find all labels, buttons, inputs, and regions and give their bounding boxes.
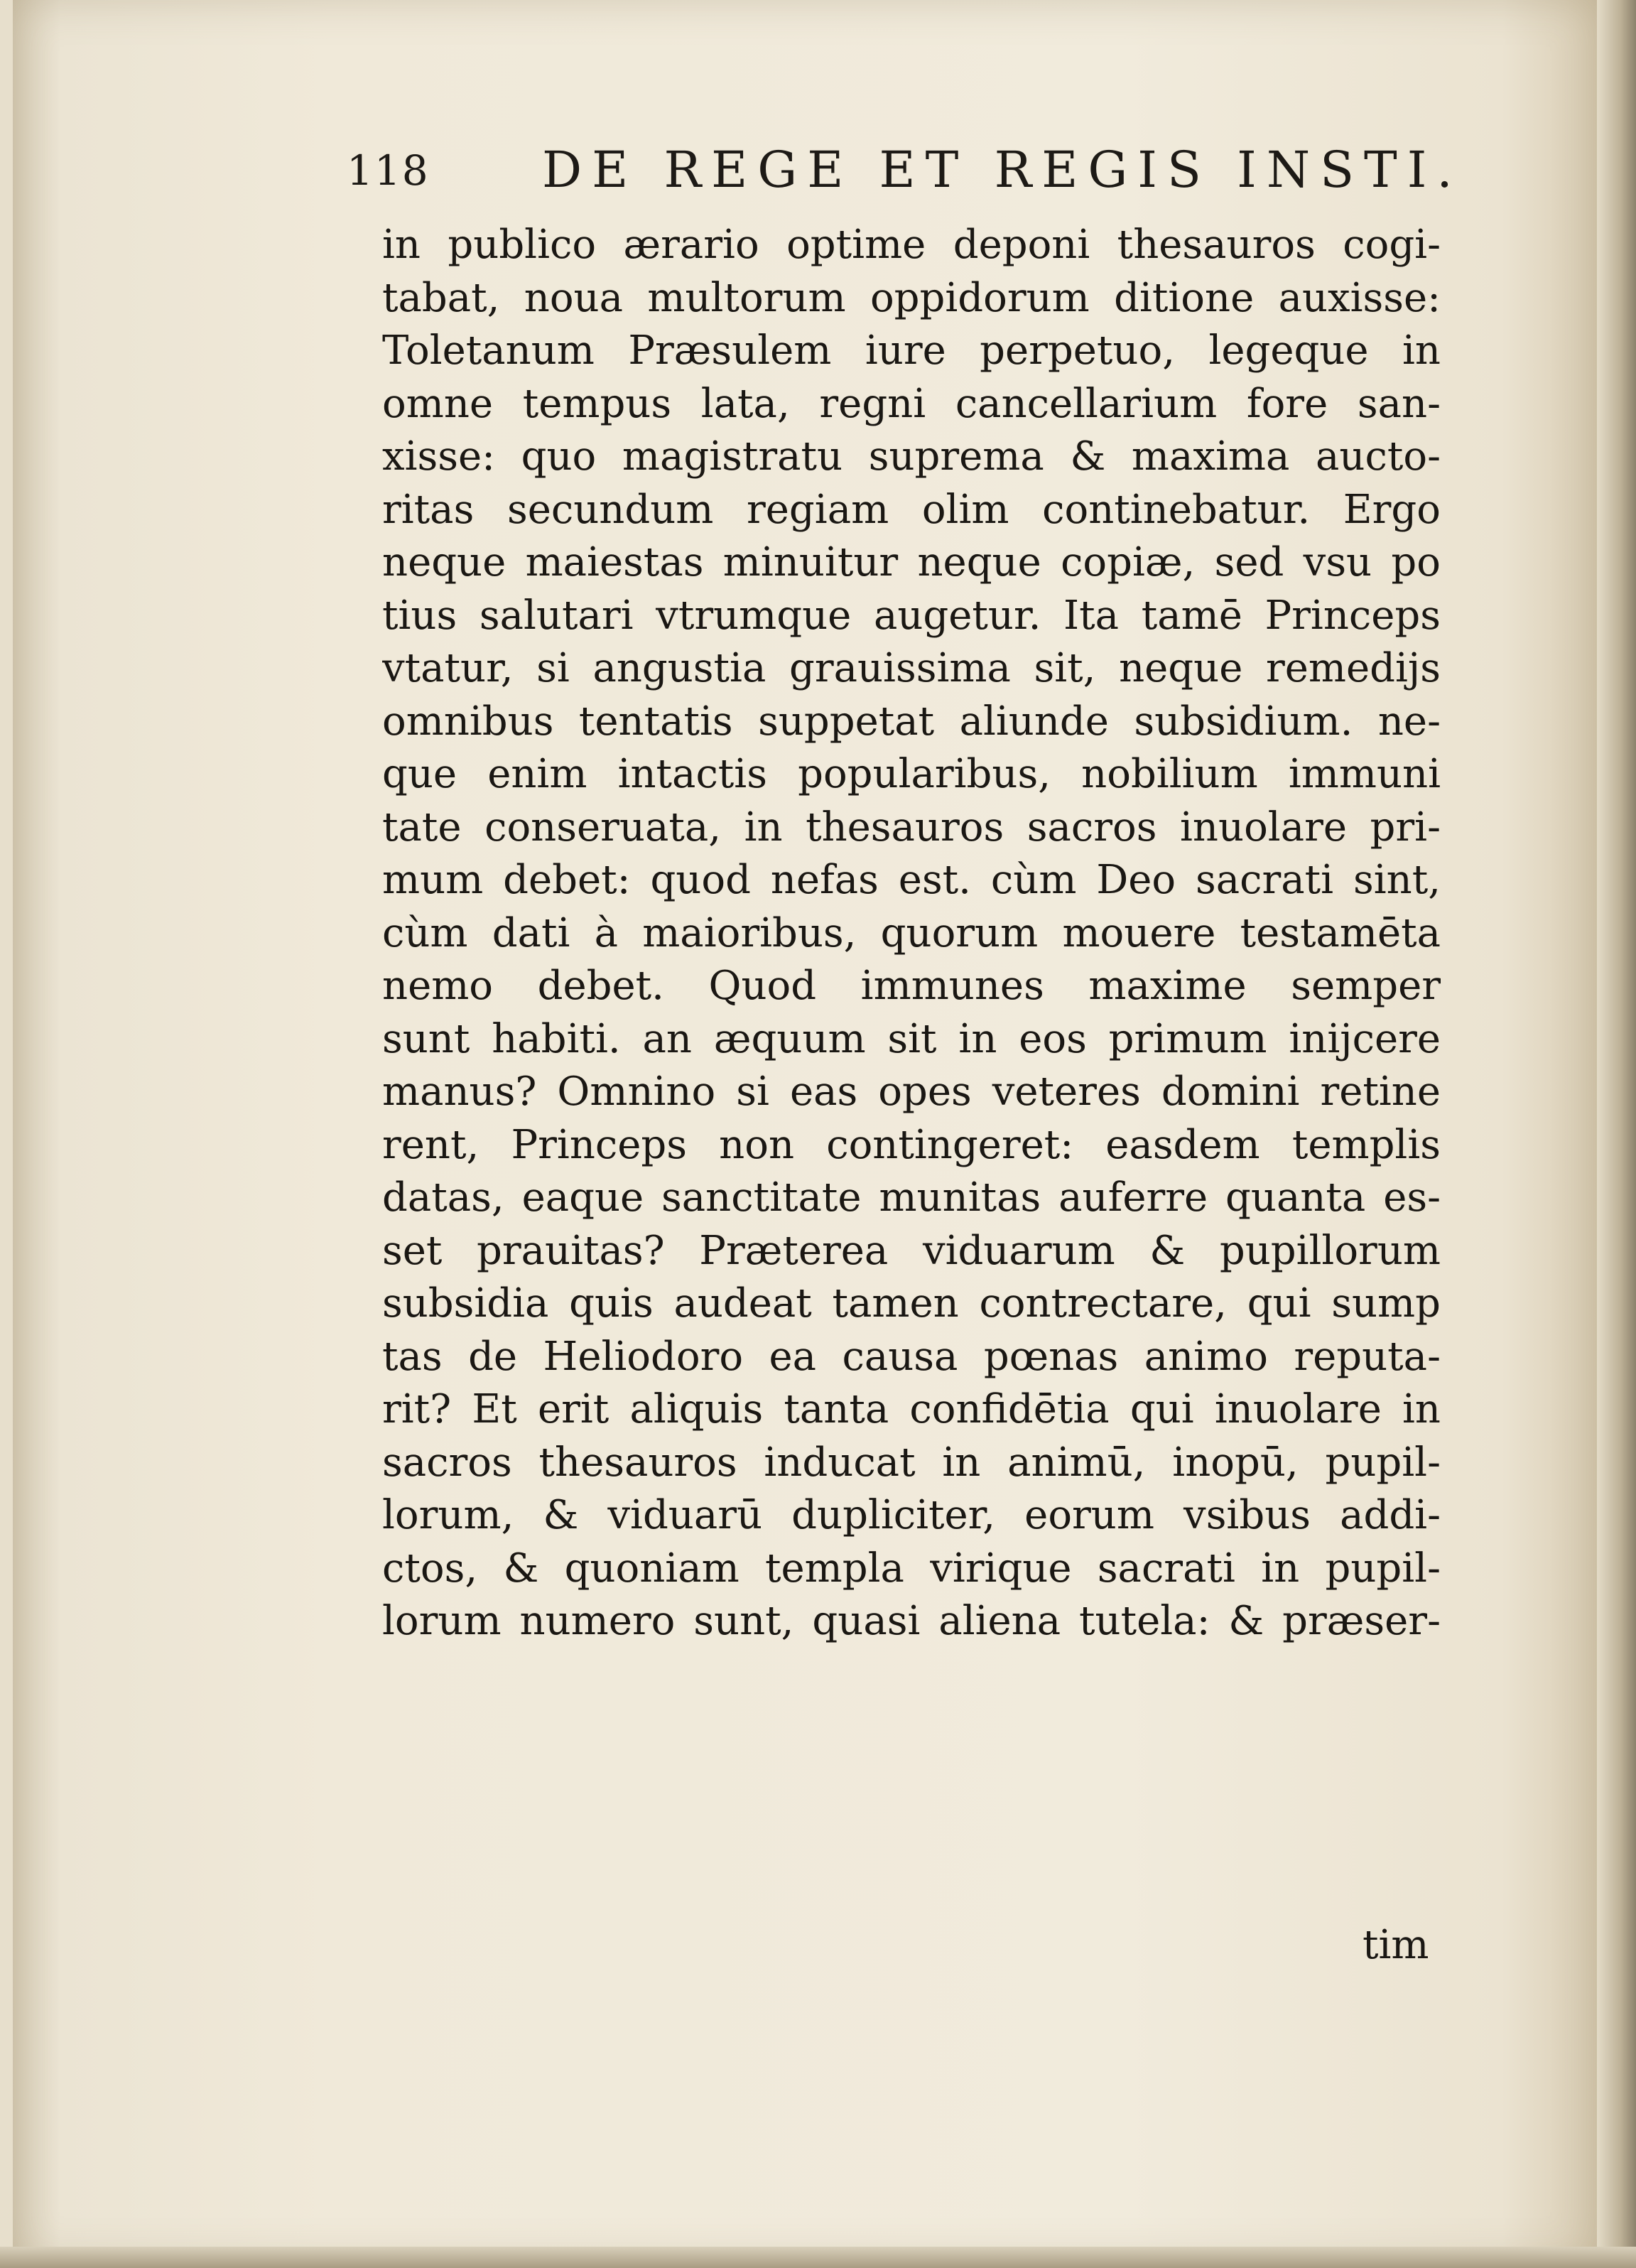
- text-line: Toletanum Præsulem iure perpetuo, legeque in: [382, 328, 1441, 374]
- text-line: tabat, noua multorum oppidorum ditione auxisse:: [382, 274, 1441, 321]
- text-line: tius salutari vtrumque augetur. Ita tamē Princeps: [382, 592, 1441, 639]
- text-line: in publico ærario optime deponi thesauros cogi-: [382, 222, 1441, 268]
- body-text: [382, 219, 1441, 1648]
- text-line: subsidia quis audeat tamen contrectare, qui sump: [382, 1280, 1441, 1327]
- page-number: 118: [347, 146, 430, 195]
- text-line: lorum numero sunt, quasi aliena tutela: & præser-: [382, 1598, 1441, 1644]
- text-line: cùm dati à maioribus, quorum mouere testamēta: [382, 909, 1441, 956]
- text-line: rit? Et erit aliquis tanta confidētia qui inuolare in: [382, 1386, 1441, 1432]
- text-line: omnibus tentatis suppetat aliunde subsidium. ne-: [382, 698, 1441, 745]
- catchword: tim: [1363, 1922, 1429, 1968]
- text-line: ctos, & quoniam templa virique sacrati in pupil-: [382, 1545, 1441, 1592]
- text-line: vtatur, si angustia grauissima sit, neque remedijs: [382, 645, 1441, 691]
- text-line: rent, Princeps non contingeret: easdem templis: [382, 1121, 1441, 1168]
- text-line: sacros thesauros inducat in animū, inopū, pupil-: [382, 1439, 1441, 1486]
- book-page: [13, 0, 1597, 2263]
- text-line: tas de Heliodoro ea causa pœnas animo reputa-: [382, 1333, 1441, 1380]
- text-line: mum debet: quod nefas est. cùm Deo sacrati sint,: [382, 857, 1441, 903]
- text-line: tate conseruata, in thesauros sacros inuolare pri-: [382, 804, 1441, 850]
- text-line: sunt habiti. an æquum sit in eos primum inijcere: [382, 1015, 1441, 1062]
- text-line: manus? Omnino si eas opes veteres domini retine: [382, 1069, 1441, 1115]
- text-line: ritas secundum regiam olim continebatur. Ergo: [382, 486, 1441, 533]
- page-edge-right: [1597, 0, 1636, 2268]
- page-header: [347, 141, 1463, 205]
- text-line: que enim intactis popularibus, nobilium immuni: [382, 751, 1441, 797]
- text-line: neque maiestas minuitur neque copiæ, sed vsu po: [382, 539, 1441, 585]
- running-head: DE REGE ET REGIS INSTI.: [542, 141, 1463, 199]
- text-line: lorum, & viduarū dupliciter, eorum vsibus addi-: [382, 1492, 1441, 1538]
- text-line: nemo debet. Quod immunes maxime semper: [382, 963, 1441, 1009]
- text-line: set prauitas? Præterea viduarum & pupillorum: [382, 1227, 1441, 1274]
- text-line: datas, eaque sanctitate munitas auferre quanta es-: [382, 1174, 1441, 1221]
- text-line: xisse: quo magistratu suprema & maxima aucto-: [382, 433, 1441, 480]
- text-line: omne tempus lata, regni cancellarium fore san-: [382, 380, 1441, 427]
- page-edge-bottom: [0, 2247, 1636, 2268]
